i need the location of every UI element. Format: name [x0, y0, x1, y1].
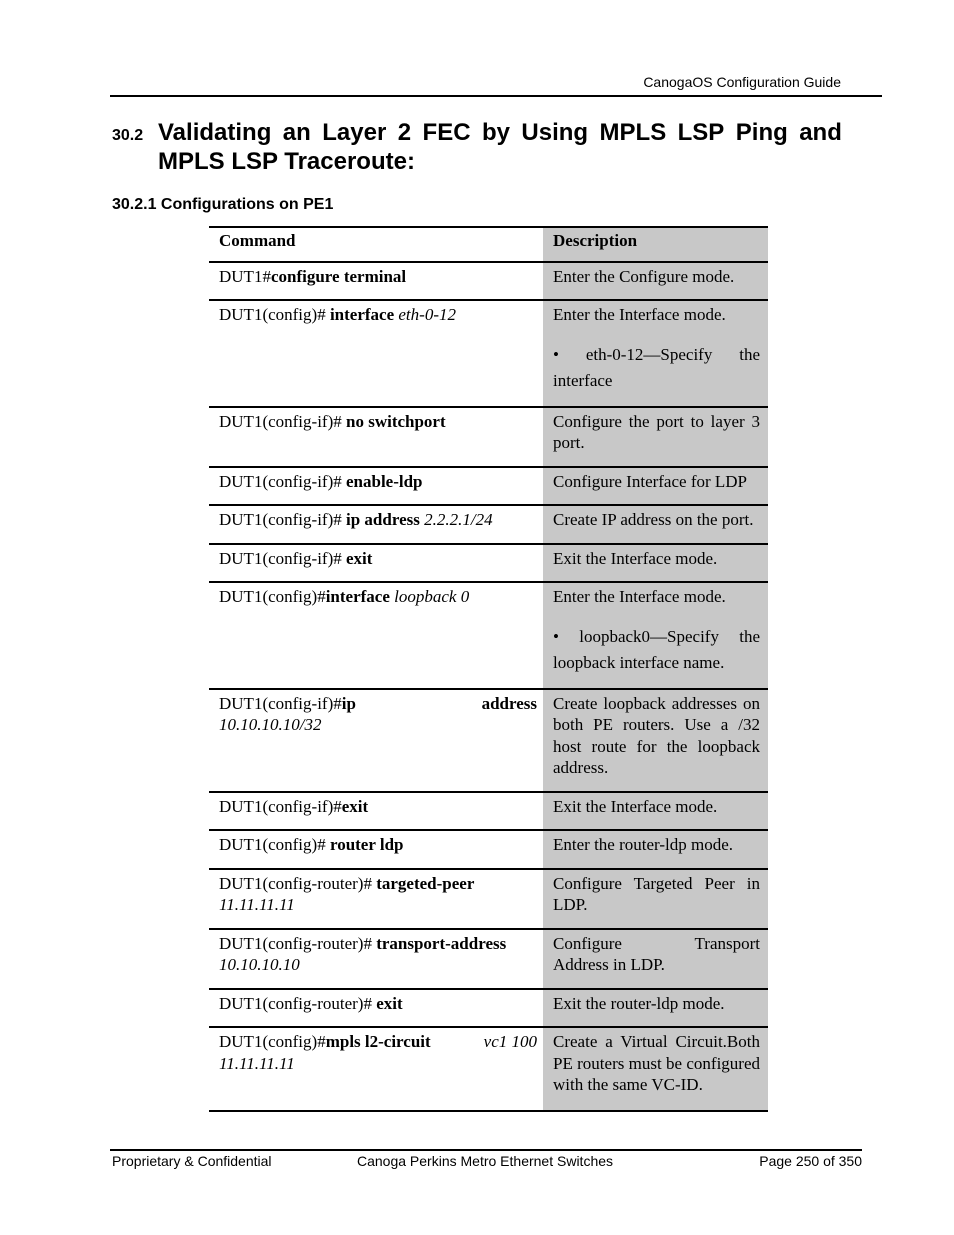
cmd-prompt: DUT1(config-router)# [219, 993, 377, 1013]
footer-left: Proprietary & Confidential [112, 1153, 272, 1169]
table-row [209, 467, 768, 506]
table-row [209, 830, 768, 869]
cmd-argument: 10.10.10.10/32 [219, 715, 322, 734]
command-cell [209, 689, 543, 792]
command-cell [209, 1027, 543, 1111]
description-cell [543, 300, 768, 407]
description-cell: Configure Targeted Peer in LDP. [543, 869, 768, 929]
table-row [209, 505, 768, 544]
cmd-keyword: ip [341, 693, 356, 713]
title-word: MPLS [599, 119, 667, 146]
description-text: Enter the Interface mode. [553, 305, 726, 324]
cmd-prompt: DUT1(config)# [219, 1032, 326, 1051]
cmd-keyword: mpls l2-circuit [325, 1032, 431, 1051]
command-cell [209, 582, 543, 689]
command-cell [209, 407, 543, 467]
description-bullet: • eth-0-12—Specify the interface [553, 344, 760, 390]
command-line [219, 1031, 537, 1053]
subsection-title: 30.2.1 Configurations on PE1 [112, 196, 334, 213]
cmd-argument: loopback 0 [389, 587, 470, 606]
cmd-keyword: configure terminal [270, 266, 407, 286]
command-cell [209, 300, 543, 407]
description-text: Enter the Interface mode. [553, 587, 726, 606]
cmd-prompt: DUT1(config-if)# [219, 693, 342, 713]
cmd-prompt: DUT1(config-if)# [219, 510, 346, 529]
table-row [209, 989, 768, 1028]
table-row [209, 792, 768, 831]
cmd-prompt: DUT1(config-if)# [219, 471, 346, 491]
cmd-keyword: enable-ldp [346, 471, 423, 491]
cmd-prompt: DUT1(config-router)# [219, 873, 377, 893]
title-word: Using [521, 119, 589, 146]
cmd-keyword: router ldp [329, 835, 404, 854]
title-word: and [799, 119, 842, 146]
description-cell: Exit the Interface mode. [543, 792, 768, 831]
cmd-keyword: interface [329, 305, 395, 324]
description-cell: Configure Interface for LDP [543, 467, 768, 506]
cmd-argument: 11.11.11.11 [219, 1053, 295, 1073]
description-line [553, 933, 760, 955]
description-cell: Exit the router-ldp mode. [543, 989, 768, 1028]
section-title [158, 118, 842, 176]
cmd-argument: 2.2.2.1/24 [419, 510, 493, 529]
cmd-keyword: address [481, 693, 537, 713]
title-word: an [282, 119, 311, 146]
description-cell [543, 929, 768, 989]
command-cell [209, 929, 543, 989]
column-header-command: Command [219, 231, 296, 250]
footer-page-number: Page 250 of 350 [759, 1153, 862, 1169]
description-cell: Create loopback addresses on both PE routers. Use a /32 host route for the loopback address. [543, 689, 768, 792]
command-cell [209, 989, 543, 1028]
cmd-argument: vc1 100 [483, 1032, 537, 1051]
command-cell [209, 869, 543, 929]
cmd-prompt: DUT1(config)# [219, 587, 326, 606]
cmd-keyword: ip address [346, 510, 420, 529]
title-word: by [481, 119, 510, 146]
table-row [209, 407, 768, 467]
header-rule [110, 95, 882, 97]
table-row [209, 1027, 768, 1111]
description-cell: Create IP address on the port. [543, 505, 768, 544]
title-word: Ping [735, 119, 788, 146]
table-row [209, 582, 768, 689]
description-cell: Enter the router-ldp mode. [543, 830, 768, 869]
section-title-line1 [158, 118, 842, 147]
cmd-prompt-group [219, 1031, 431, 1053]
cmd-keyword: targeted-peer [376, 873, 475, 893]
command-cell [209, 467, 543, 506]
table-row [209, 689, 768, 792]
title-word: Validating [158, 119, 272, 146]
table-row [209, 869, 768, 929]
section-number: 30.2 [112, 127, 144, 144]
description-cell [543, 582, 768, 689]
command-cell [209, 262, 543, 301]
running-header: CanogaOS Configuration Guide [643, 74, 841, 90]
cmd-prompt: DUT1# [219, 266, 271, 286]
table-header-row [209, 227, 768, 262]
description-cell: Configure the port to layer 3 port. [543, 407, 768, 467]
section-title-line2: MPLS LSP Traceroute: [158, 148, 415, 175]
cmd-argument: 11.11.11.11 [219, 895, 295, 914]
cmd-keyword: exit [341, 796, 369, 816]
cmd-keyword: exit [376, 993, 403, 1013]
cmd-keyword: exit [346, 548, 373, 568]
description-line: Address in LDP. [553, 955, 665, 974]
cmd-argument: eth-0-12 [394, 305, 456, 324]
cmd-prompt: DUT1(config-router)# [219, 933, 377, 953]
cmd-keyword: interface [325, 587, 390, 606]
cmd-prompt: DUT1(config)# [219, 835, 330, 854]
command-line [219, 933, 537, 955]
desc-word: Configure [553, 933, 622, 953]
cmd-prompt: DUT1(config-if)# [219, 796, 342, 816]
command-line [219, 873, 537, 895]
command-cell [209, 544, 543, 583]
title-word: Layer [322, 119, 387, 146]
cmd-keyword: no switchport [346, 411, 446, 431]
command-table [209, 226, 768, 1112]
table-row [209, 262, 768, 301]
title-word: LSP [677, 119, 725, 146]
table-row [209, 929, 768, 989]
title-word: 2 [397, 119, 412, 146]
description-cell: Create a Virtual Circuit.Both PE routers must be configured with the same VC-ID. [543, 1027, 768, 1111]
description-bullet: • loopback0—Specify the loopback interface name. [553, 626, 760, 672]
command-cell [209, 792, 543, 831]
description-cell: Exit the Interface mode. [543, 544, 768, 583]
table-row [209, 300, 768, 407]
cmd-prompt: DUT1(config-if)# [219, 411, 346, 431]
cmd-prompt-group [219, 693, 356, 715]
cmd-prompt: DUT1(config-if)# [219, 548, 346, 568]
command-cell [209, 830, 543, 869]
cmd-argument: 10.10.10.10 [219, 955, 300, 974]
column-header-description: Description [543, 227, 768, 262]
cmd-prompt: DUT1(config)# [219, 305, 330, 324]
description-cell: Enter the Configure mode. [543, 262, 768, 301]
table-row [209, 544, 768, 583]
desc-word: Transport [694, 933, 760, 953]
footer-rule [110, 1149, 862, 1151]
command-line [219, 693, 537, 715]
footer-center: Canoga Perkins Metro Ethernet Switches [357, 1153, 614, 1169]
command-cell [209, 505, 543, 544]
title-word: FEC [422, 119, 471, 146]
cmd-keyword: transport-address [376, 933, 507, 953]
